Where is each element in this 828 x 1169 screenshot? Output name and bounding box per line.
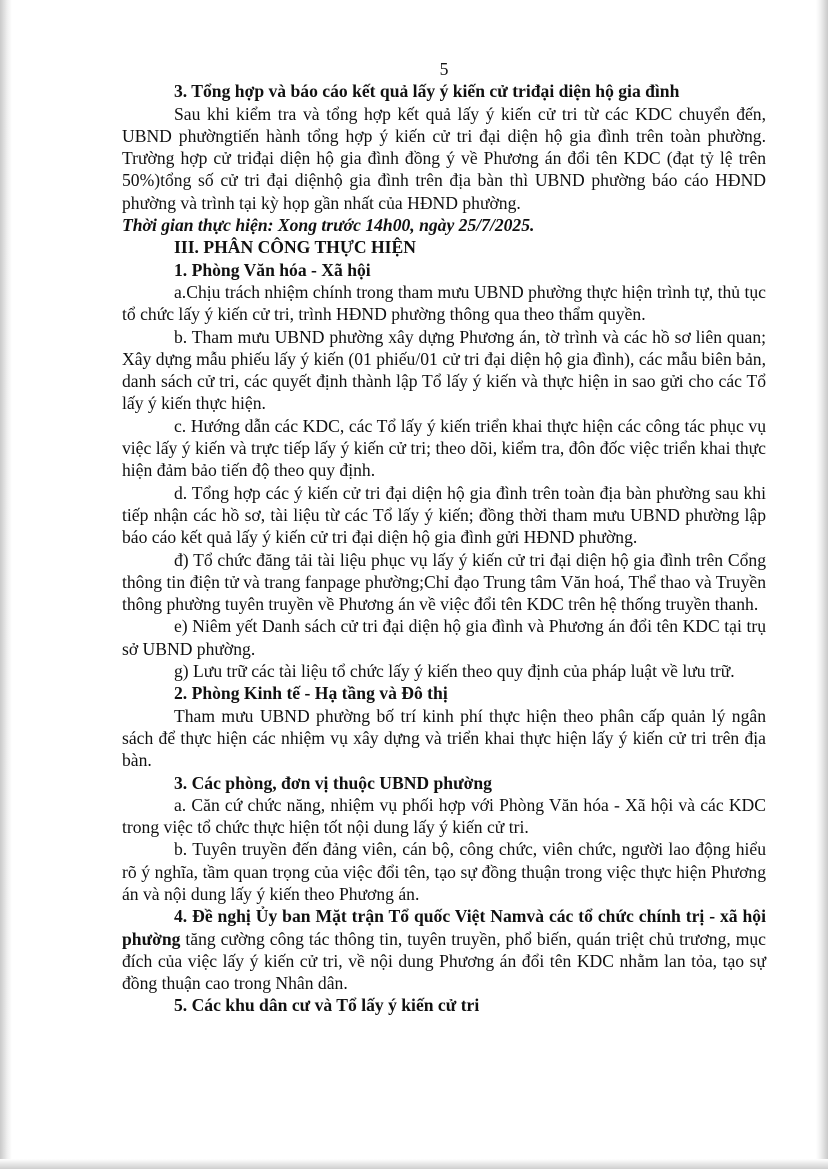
deadline-value: : Xong trước 14h00, ngày 25/7/2025. bbox=[267, 215, 535, 236]
page-shadow-bottom bbox=[0, 1159, 828, 1169]
dept-1-item-c: c. Hướng dẫn các KDC, các Tổ lấy ý kiến triển khai thực hiện các công tác phục vụ việc lấy ý kiến và trực tiếp lấy ý kiến cử tri; theo dõi, kiểm tra, đôn đốc việc triển khai thực hiện đảm bảo tiến độ theo quy định. bbox=[122, 415, 766, 481]
dept-1-heading: 1. Phòng Văn hóa - Xã hội bbox=[174, 259, 371, 280]
section-3-body: Sau khi kiểm tra và tổng hợp kết quả lấy ý kiến cử tri từ các KDC chuyển đến, UBND phườngtiến hành tổng hợp ý kiến cử tri đại diện hộ gia đình trên toàn phường. Trường hợp cử triđại diện hộ gia đình đồng ý về Phương án đổi tên KDC (đạt tỷ lệ trên 50%)tổng số cử tri đại diệnhộ gia đình trên địa bàn thì UBND phường báo cáo HĐND phường và trình tại kỳ họp gần nhất của HĐND phường. bbox=[122, 103, 766, 213]
item-4-body: tăng cường công tác thông tin, tuyên truyền, phổ biến, quán triệt chủ trương, mục đích của việc lấy ý kiến cử tri, về nội dung Phương án đổi tên KDC nhằm lan tỏa, tạo sự đồng thuận cao trong Nhân dân. bbox=[122, 928, 766, 994]
part-3-heading: III. PHÂN CÔNG THỰC HIỆN bbox=[174, 237, 416, 258]
dept-1-item-e: e) Niêm yết Danh sách cử tri đại diện hộ gia đình và Phương án đổi tên KDC tại trụ sở UBND phường. bbox=[122, 616, 766, 659]
section-3-deadline bbox=[122, 214, 766, 236]
page-shadow-right bbox=[816, 0, 828, 1169]
page-shadow-left bbox=[0, 0, 12, 1169]
page-number: 5 bbox=[439, 59, 449, 79]
item-5-heading: 5. Các khu dân cư và Tổ lấy ý kiến cử tri bbox=[174, 995, 480, 1016]
dept-2-body: Tham mưu UBND phường bố trí kinh phí thực hiện theo phân cấp quản lý ngân sách để thực hiện các nhiệm vụ xây dựng và triển khai thực hiện lấy ý kiến cử tri trên địa bàn. bbox=[122, 705, 766, 771]
dept-1-item-b: b. Tham mưu UBND phường xây dựng Phương án, tờ trình và các hồ sơ liên quan; Xây dựng mẫu phiếu lấy ý kiến (01 phiếu/01 cử tri đại diện hộ gia đình), các mẫu biên bản, danh sách cử tri, các quyết định thành lập Tổ lấy ý kiến và thực hiện in sao gửi cho các Tổ lấy ý kiến thực hiện. bbox=[122, 326, 766, 414]
deadline-label: Thời gian thực hiện bbox=[122, 215, 268, 236]
dept-3-item-b: b. Tuyên truyền đến đảng viên, cán bộ, công chức, viên chức, người lao động hiểu rõ ý nghĩa, tầm quan trọng của việc đổi tên, tạo sự đồng thuận trong việc thực hiện Phương án và nội dung lấy ý kiến theo Phương án. bbox=[122, 839, 766, 904]
dept-1-item-g: g) Lưu trữ các tài liệu tổ chức lấy ý kiến theo quy định của pháp luật về lưu trữ. bbox=[174, 661, 735, 682]
section-3-heading: 3. Tổng hợp và báo cáo kết quả lấy ý kiến cử triđại diện hộ gia đình bbox=[174, 81, 680, 102]
dept-2-heading: 2. Phòng Kinh tế - Hạ tầng và Đô thị bbox=[174, 683, 448, 704]
dept-1-item-dd: đ) Tổ chức đăng tải tài liệu phục vụ lấy ý kiến cử tri đại diện hộ gia đình trên Cổng thông tin điện tử và trang fanpage phường;Chỉ đạo Trung tâm Văn hoá, Thể thao và Truyền thông phường tuyên truyền về Phương án về việc đổi tên KDC trên hệ thống truyền thanh. bbox=[122, 549, 766, 615]
dept-1-item-a: a.Chịu trách nhiệm chính trong tham mưu UBND phường thực hiện trình tự, thủ tục tổ chức lấy ý kiến cử tri, trình HĐND phường thông qua theo thẩm quyền. bbox=[122, 281, 766, 325]
dept-3-item-a: a. Căn cứ chức năng, nhiệm vụ phối hợp với Phòng Văn hóa - Xã hội và các KDC trong việc tổ chức thực hiện tốt nội dung lấy ý kiến cử tri. bbox=[122, 794, 766, 838]
dept-3-heading: 3. Các phòng, đơn vị thuộc UBND phường bbox=[174, 772, 492, 793]
document-content bbox=[122, 58, 766, 1017]
item-4-heading: 4. Đề nghị Ủy ban Mặt trận Tổ quốc Việt Namvà các tổ chức chính trị - xã hội phường bbox=[122, 906, 766, 949]
item-4-paragraph bbox=[122, 905, 766, 994]
dept-1-item-d: d. Tổng hợp các ý kiến cử tri đại diện hộ gia đình trên toàn địa bàn phường sau khi tiếp nhận các hồ sơ, tài liệu từ các Tổ lấy ý kiến; đồng thời tham mưu UBND phường lập báo cáo kết quả lấy ý kiến cử tri đại diện hộ gia đình gửi HĐND phường. bbox=[122, 482, 766, 548]
